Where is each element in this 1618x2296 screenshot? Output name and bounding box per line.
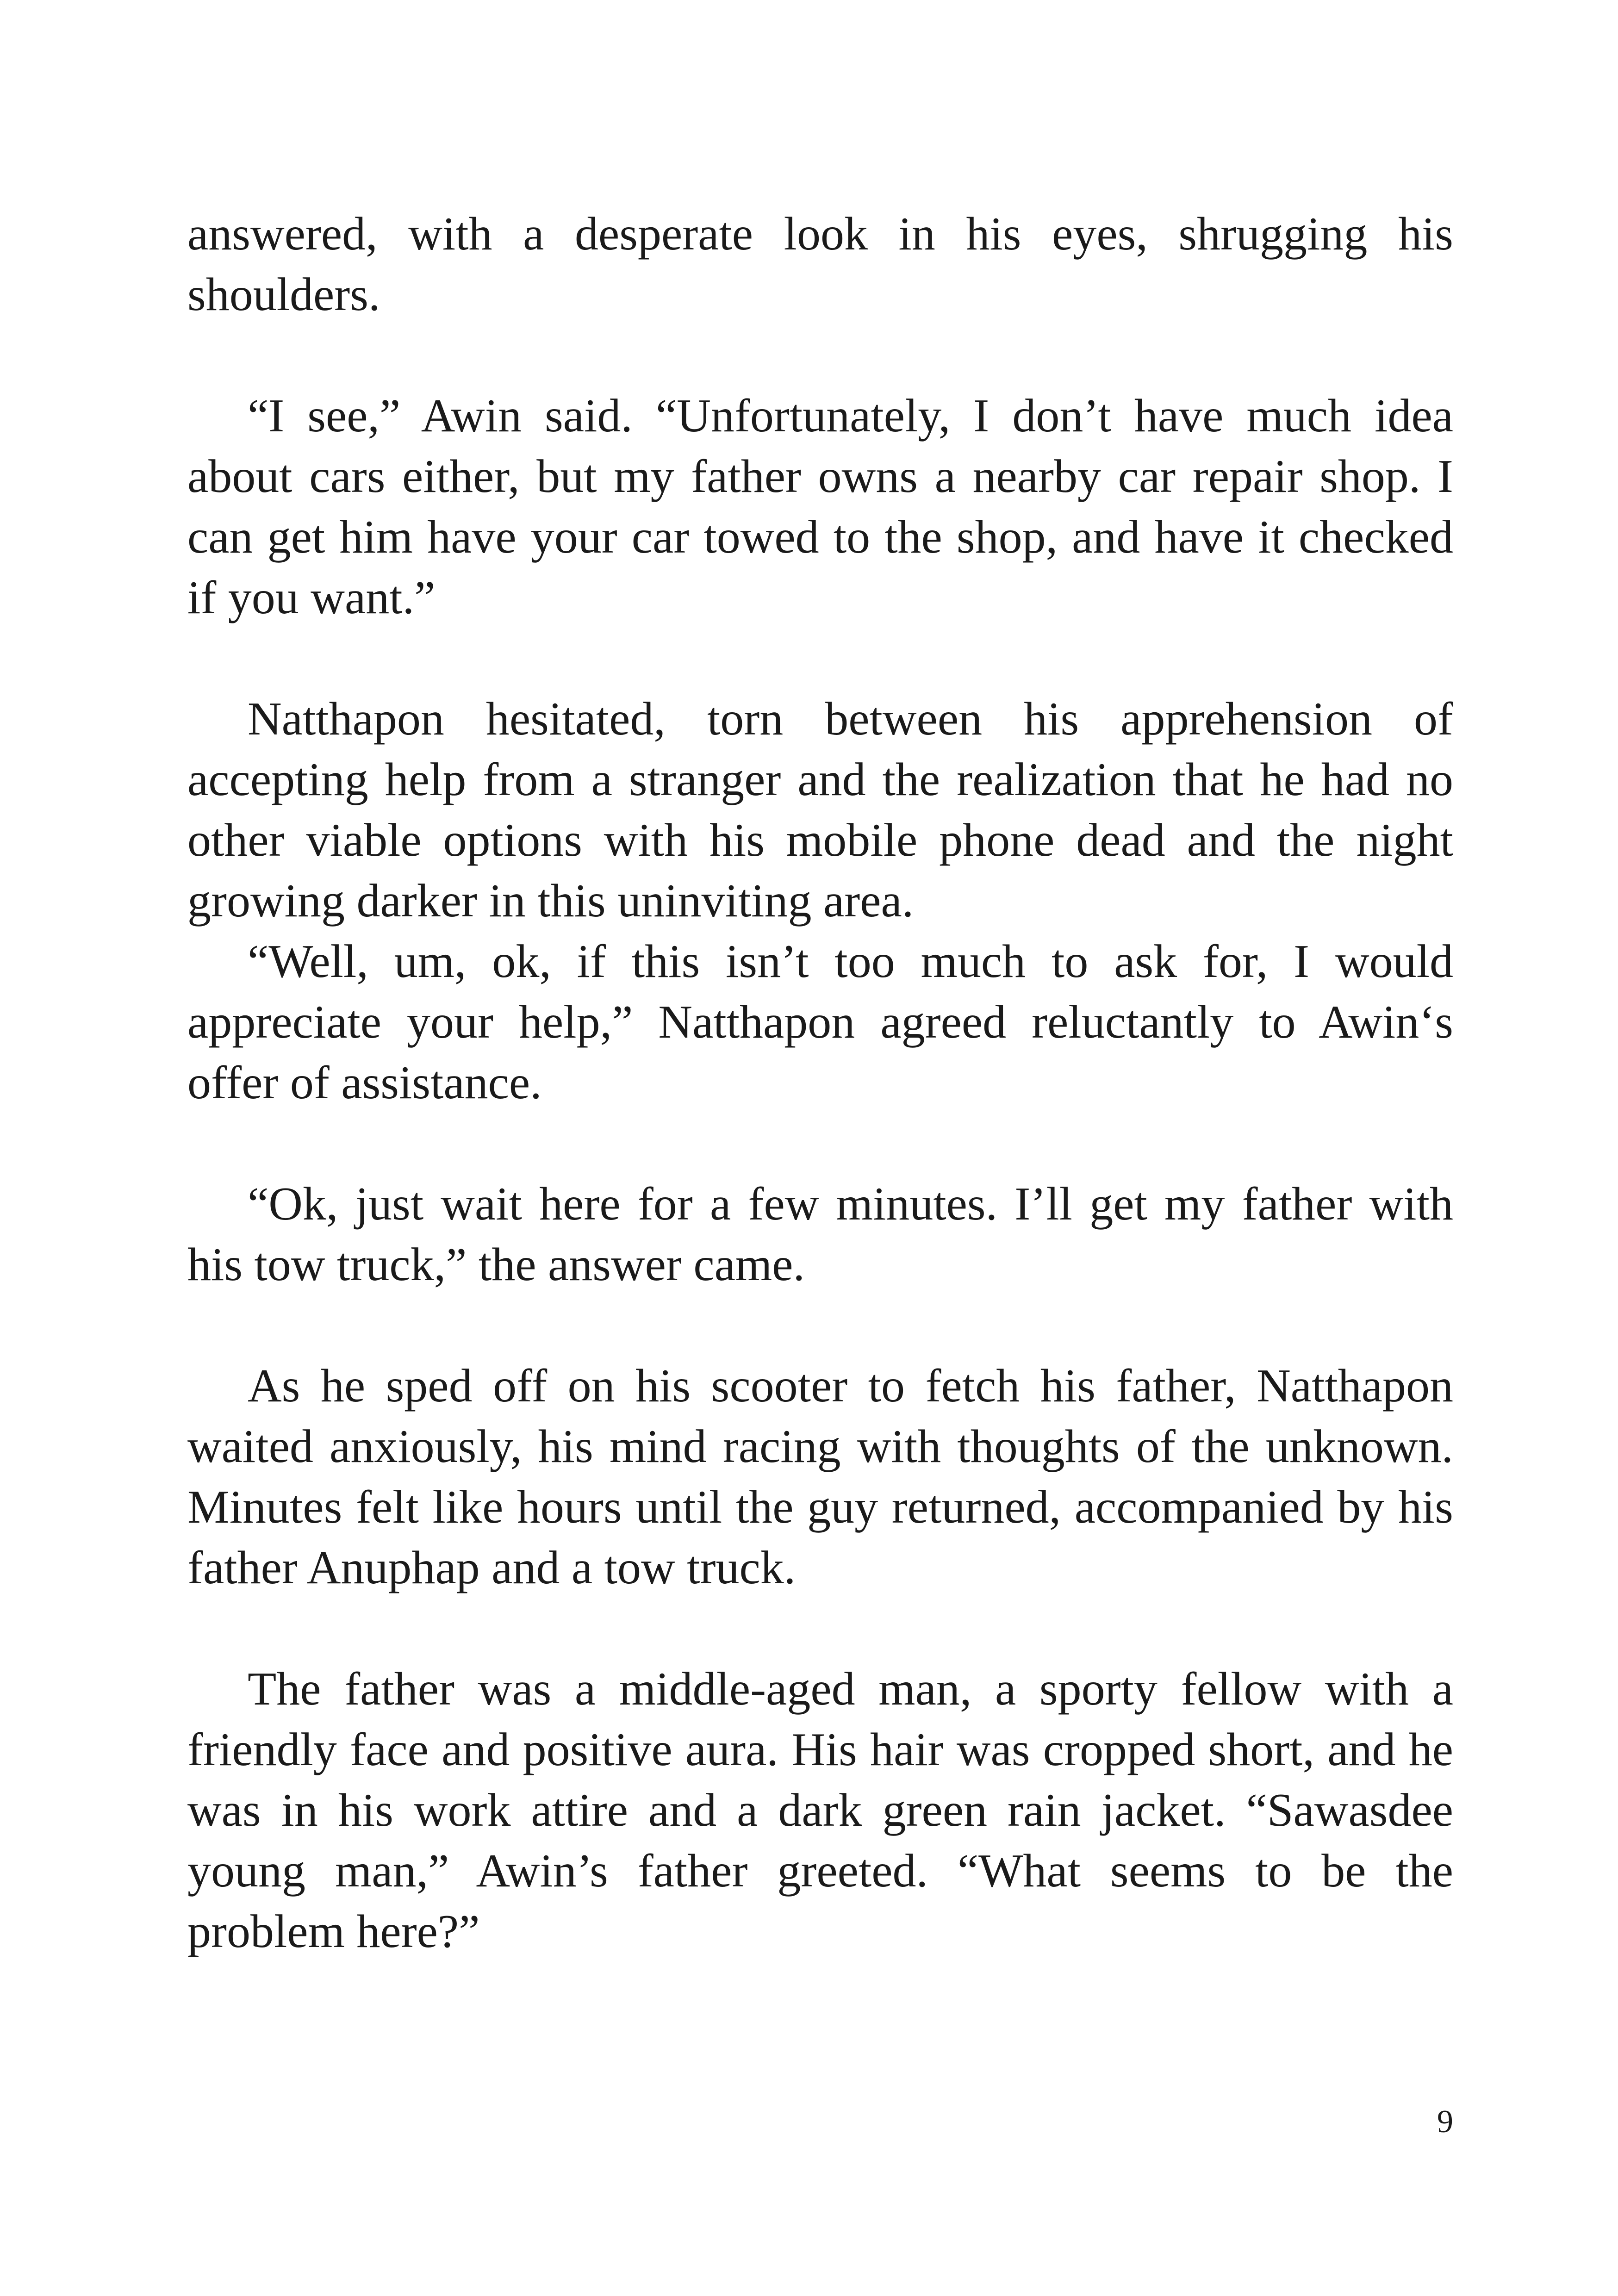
body-text (187, 204, 1453, 1962)
paragraph-2: “I see,” Awin said. “Unfortunately, I don’t have much idea about cars either, but my father owns a nearby car repair shop. I can get him have your car towed to the shop, and have it checked if you want.” (187, 390, 1453, 624)
paragraph-7: The father was a middle-aged man, a sporty fellow with a friendly face and positive aura. His hair was cropped short, and he was in his work attire and a dark green rain jacket. “Sawasdee young man,” Awin’s father greeted. “What seems to be the problem here?” (187, 1663, 1453, 1958)
page-number: 9 (1437, 2104, 1453, 2140)
paragraph-5: “Ok, just wait here for a few minutes. I’ll get my father with his tow truck,” the answer came. (187, 1178, 1453, 1291)
paragraph-1: answered, with a desperate look in his eyes, shrugging his shoulders. (187, 208, 1453, 321)
paragraph-4: “Well, um, ok, if this isn’t too much to ask for, I would appreciate your help,” Natthapon agreed reluctantly to Awin‘s offer of assistance. (187, 935, 1453, 1109)
paragraph-3: Natthapon hesitated, torn between his apprehension of accepting help from a stranger and the realization that he had no other viable options with his mobile phone dead and the night growing darker in this uninviting area. (187, 693, 1453, 927)
paragraph-6: As he sped off on his scooter to fetch his father, Natthapon waited anxiously, his mind racing with thoughts of the unknown. Minutes felt like hours until the guy returned, accompanied by his father Anuphap and a tow truck. (187, 1360, 1453, 1594)
